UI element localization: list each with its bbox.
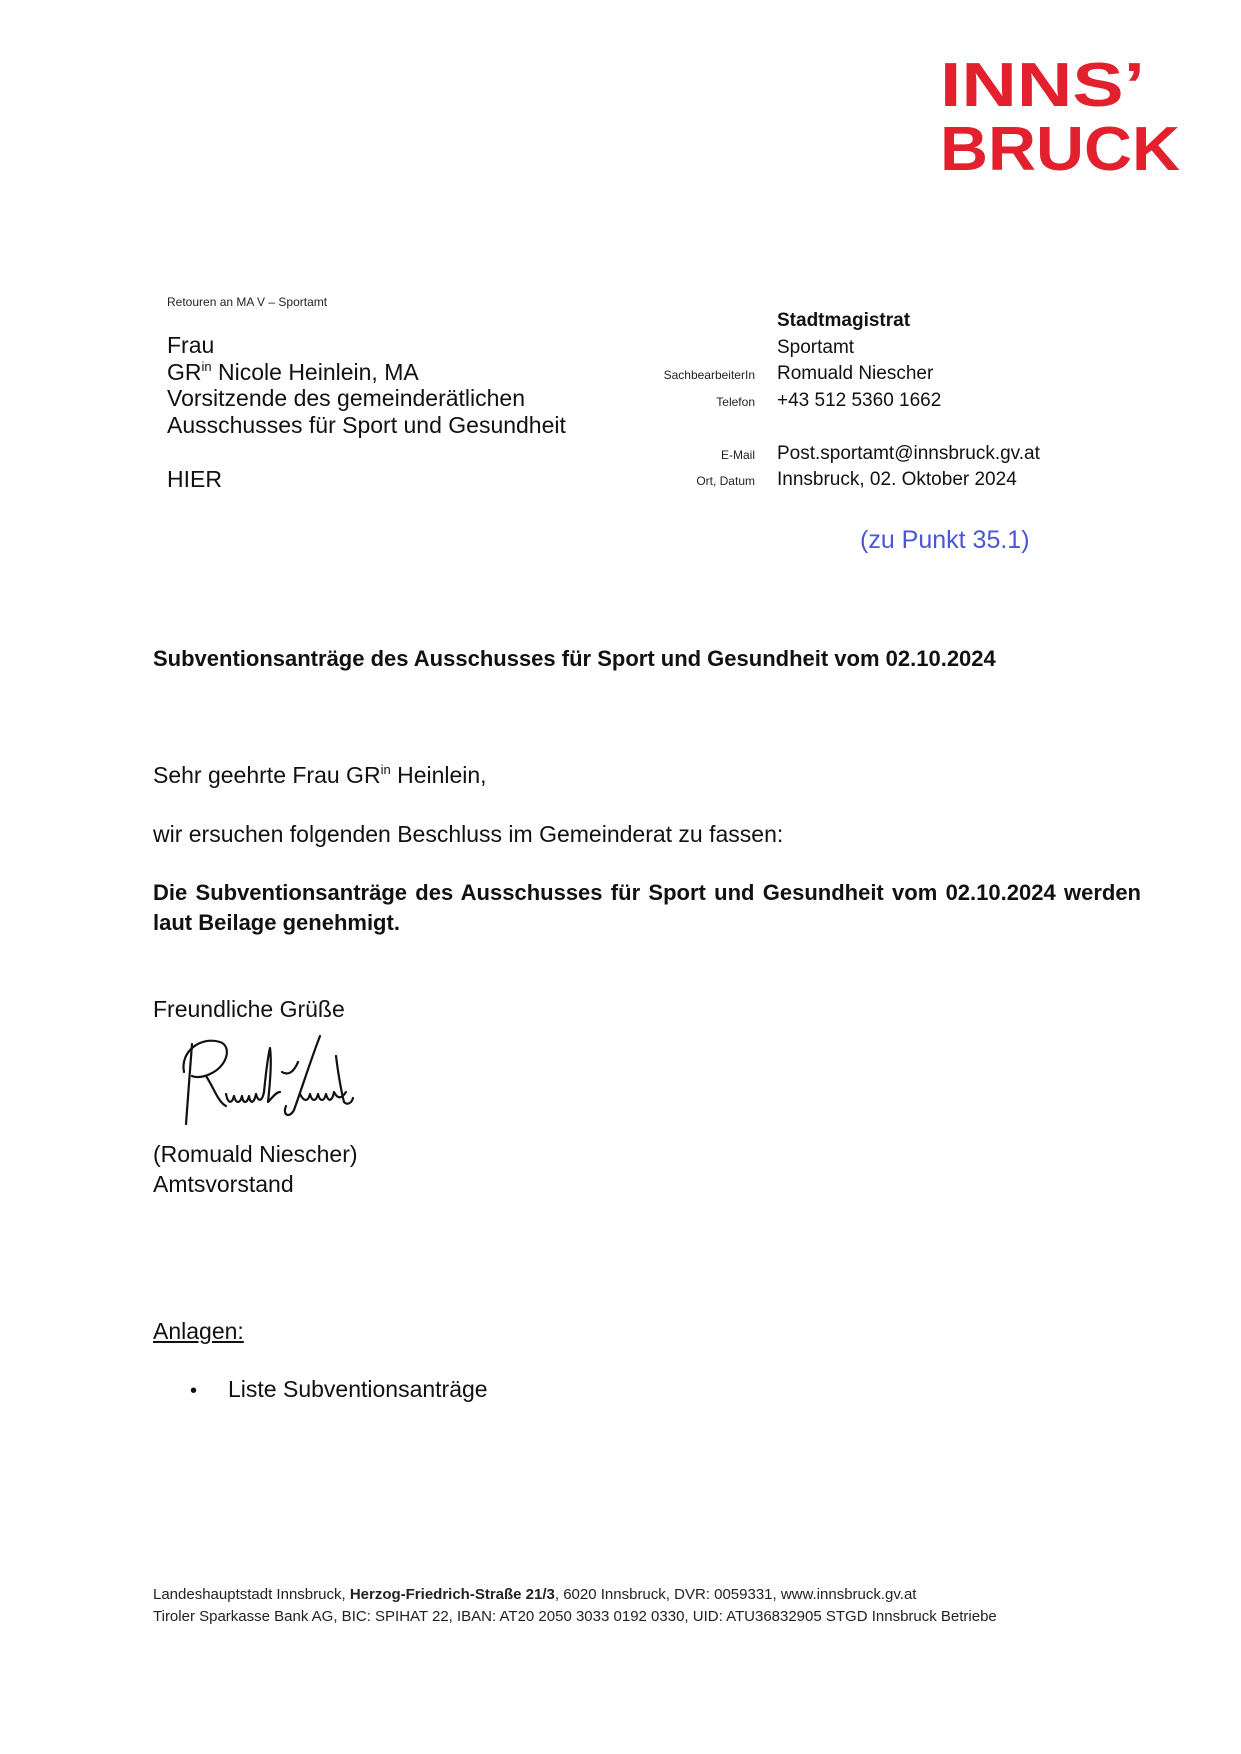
footer-l1-c: , 6020 Innsbruck, DVR: 0059331, www.innsbruck.gv.at	[554, 1586, 917, 1603]
sender-department: Sportamt	[777, 336, 855, 358]
closing-text: Freundliche Grüße	[153, 996, 345, 1022]
letter-salutation	[153, 762, 487, 789]
recipient-title: GR	[167, 358, 202, 385]
recipient-block	[167, 332, 566, 493]
logo-line-2: BRUCK	[940, 115, 1181, 174]
innsbruck-logo-mark	[940, 54, 1190, 174]
return-address-line: Retouren an MA V – Sportamt	[167, 295, 328, 309]
innsbruck-logo	[940, 54, 1190, 174]
recipient-name-line	[167, 359, 566, 386]
footer-line-2: Tiroler Sparkasse Bank AG, BIC: SPIHAT 22, IBAN: AT20 2050 3033 0192 0330, UID: ATU36832905 STGD Innsbruck Betriebe	[153, 1608, 997, 1625]
agenda-point-reference: (zu Punkt 35.1)	[860, 526, 1030, 554]
email-label: E-Mail	[720, 447, 755, 462]
email-value: Post.sportamt@innsbruck.gv.at	[777, 442, 1040, 464]
place-date-label: Ort, Datum	[696, 474, 755, 488]
signer-name: (Romuald Niescher)	[153, 1141, 358, 1167]
footer-line-1	[153, 1584, 997, 1606]
resolution-text: Die Subventionsanträge des Ausschusses für Sport und Gesundheit vom 02.10.2024 werden laut Beilage genehmigt.	[153, 880, 1141, 935]
footer	[153, 1584, 997, 1628]
recipient-salutation: Frau	[167, 332, 215, 358]
phone-label: Telefon	[716, 394, 755, 409]
bullet-icon: •	[190, 1380, 198, 1402]
sender-info	[600, 310, 1120, 496]
attachments-list	[190, 1376, 488, 1403]
request-text: wir ersuchen folgenden Beschluss im Gemeinderat zu fassen:	[153, 821, 784, 847]
recipient-title-sup: in	[201, 358, 212, 374]
logo-line-1: INNS’	[940, 54, 1145, 120]
clerk-label: SachbearbeiterIn	[663, 368, 755, 382]
clerk-name: Romuald Niescher	[777, 363, 934, 384]
recipient-name: Nicole Heinlein, MA	[211, 358, 419, 385]
handwritten-signature	[170, 1032, 355, 1128]
footer-l1-a: Landeshauptstadt Innsbruck,	[153, 1586, 350, 1603]
salutation-text: Sehr geehrte Frau GR	[153, 762, 381, 788]
signer-role: Amtsvorstand	[153, 1171, 294, 1197]
phone-value: +43 512 5360 1662	[777, 389, 942, 411]
signer-block	[153, 1139, 358, 1199]
recipient-location: HIER	[167, 466, 222, 492]
salutation-sup: in	[380, 761, 391, 777]
sender-office: Stadtmagistrat	[777, 310, 911, 331]
attachment-item: Liste Subventionsanträge	[228, 1376, 488, 1402]
recipient-role-line-1: Vorsitzende des gemeinderätlichen	[167, 385, 526, 411]
attachments-heading: Anlagen:	[153, 1318, 244, 1344]
recipient-role-line-2: Ausschusses für Sport und Gesundheit	[167, 411, 566, 438]
footer-address: Herzog-Friedrich-Straße 21/3	[349, 1586, 555, 1603]
place-date-value: Innsbruck, 02. Oktober 2024	[777, 469, 1017, 490]
letter-subject: Subventionsanträge des Ausschusses für Sport und Gesundheit vom 02.10.2024	[153, 646, 996, 671]
salutation-name: Heinlein,	[390, 762, 487, 788]
